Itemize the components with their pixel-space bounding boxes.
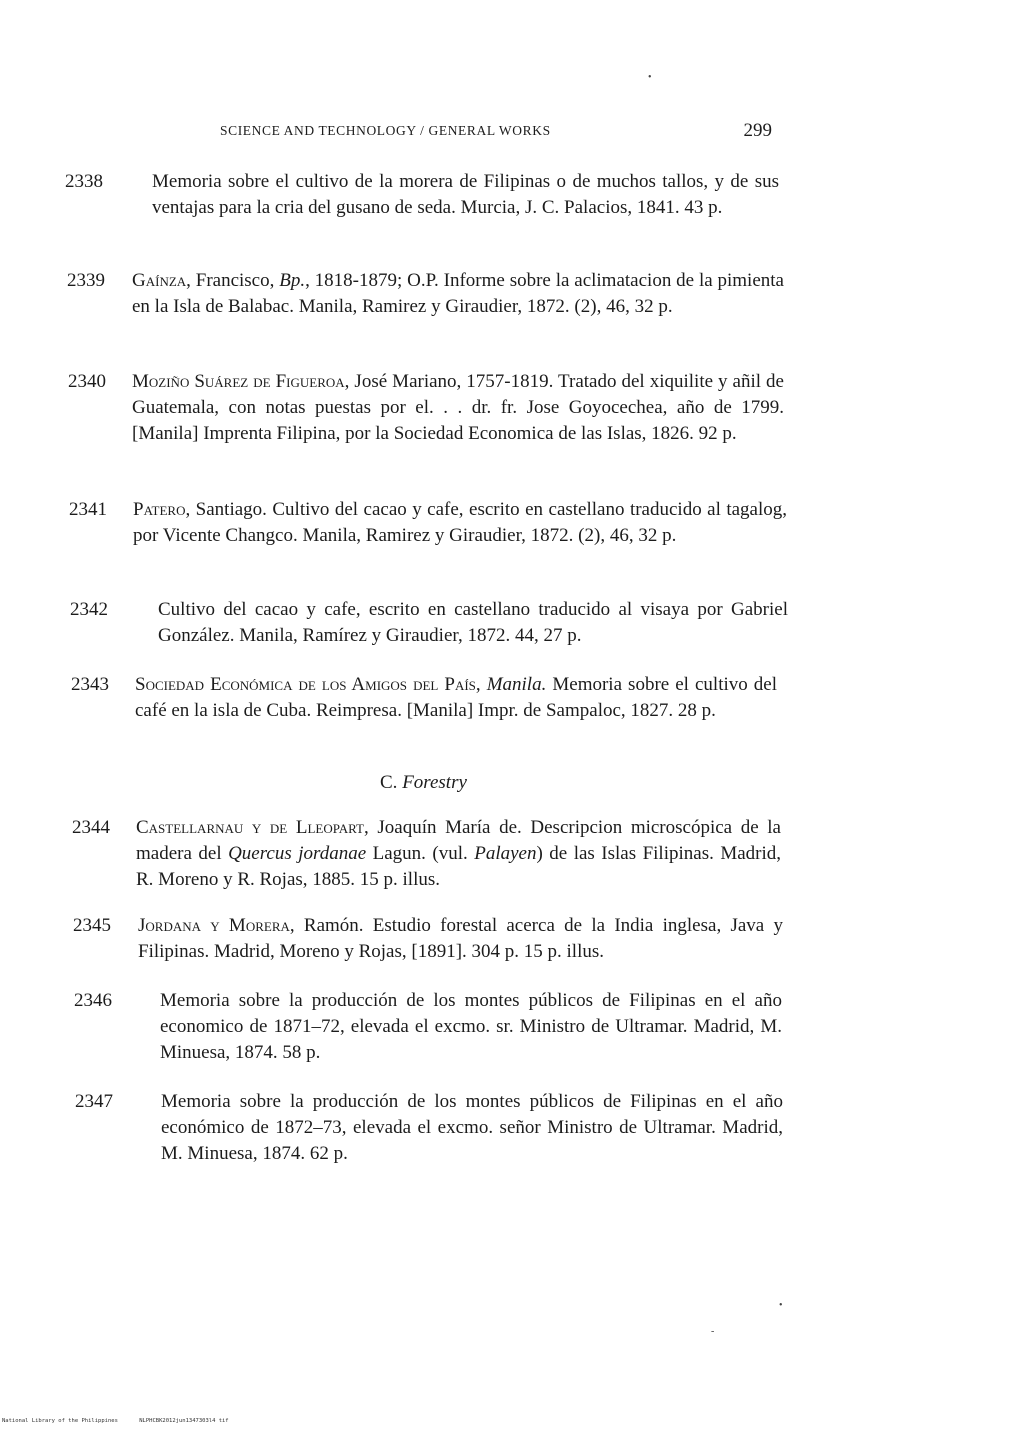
text-run: , [475, 674, 487, 695]
entry-text [136, 815, 781, 893]
entry-text [133, 497, 787, 549]
text-run: , Santiago. Cultivo del cacao y cafe, escrito en castellano traducido al tagalog, por Vicente Changco. Manila, Ramirez y Giraudier, 1872. (2), 46, 32 p. [133, 499, 787, 546]
text-run: ) de las Islas Filipinas. Madrid, R. Moreno y R. Rojas, 1885. 15 p. illus. [136, 843, 781, 890]
entry-number: 2342 [70, 599, 108, 620]
footer-identifier: NLPHCBK2012jun1347303l4 tif [139, 1418, 229, 1424]
text-run: , Ramón. Estudio forestal acerca de la India inglesa, Java y Filipinas. Madrid, Moreno y Rojas, [1891]. 304 p. 15 p. illus. [138, 915, 783, 962]
entry-text [132, 369, 784, 447]
italic-text: Bp. [279, 270, 306, 291]
section-title: Forestry [402, 772, 467, 793]
italic-text: Manila. [486, 674, 547, 695]
author-name: Patero [133, 499, 186, 520]
section-heading [380, 772, 490, 794]
author-name: Castellarnau y de Lleopart [136, 817, 364, 838]
text-run: Lagun. (vul. [366, 843, 475, 864]
entry-number: 2347 [75, 1091, 113, 1112]
text-run: , 1818-1879; O.P. Informe sobre la aclimatacion de la pimienta en la Isla de Balabac. Manila, Ramirez y Giraudier, 1872. (2), 46, 32 p. [132, 270, 784, 317]
author-name: Gaínza [132, 270, 187, 291]
entry-number: 2346 [74, 990, 112, 1011]
entry-text [132, 268, 784, 320]
author-name: Moziño Suárez de Figueroa [132, 371, 345, 392]
entry-number: 2345 [73, 915, 111, 936]
text-run: , Francisco, [186, 270, 280, 291]
entry-number: 2341 [69, 499, 107, 520]
author-name: Jordana y Morera [138, 915, 290, 936]
text-run: Memoria sobre la producción de los montes públicos de Filipinas en el año económico de 1872–73, elevada el excmo. señor Ministro de Ultramar. Madrid, M. Minuesa, 1874. 62 p. [161, 1091, 783, 1164]
entry-text [135, 672, 777, 724]
entry-text [152, 169, 779, 221]
italic-text: Quercus jordanae [228, 843, 367, 864]
text-run: Cultivo del cacao y cafe, escrito en castellano traducido al visaya por Gabriel González. Manila, Ramírez y Giraudier, 1872. 44, 27 p. [158, 599, 788, 646]
text-run: , Joaquín María de. Descripcion microscópica de la madera del [136, 817, 781, 864]
entry-text [160, 988, 782, 1066]
scan-speck: • [779, 1300, 783, 1311]
entry-number: 2339 [67, 270, 105, 291]
entry-text [158, 597, 788, 649]
scan-speck: • [648, 72, 652, 83]
footer-source: National Library of the Philippines [2, 1418, 118, 1424]
text-run: Memoria sobre el cultivo de la morera de Filipinas o de muchos tallos, y de sus ventajas para la cria del gusano de seda. Murcia, J. C. Palacios, 1841. 43 p. [152, 171, 779, 218]
entry-text [161, 1089, 783, 1167]
section-label: C. [380, 772, 398, 793]
author-name: Sociedad Económica de los Amigos del País [135, 674, 476, 695]
text-run: Memoria sobre la producción de los montes públicos de Filipinas en el año economico de 1871–72, elevada el excmo. sr. Ministro de Ultramar. Madrid, M. Minuesa, 1874. 58 p. [160, 990, 782, 1063]
entry-number: 2344 [72, 817, 110, 838]
entry-number: 2340 [68, 371, 106, 392]
entry-number: 2338 [65, 171, 103, 192]
scan-footer [2, 1418, 247, 1424]
running-header [220, 120, 772, 144]
italic-text: Palayen [474, 843, 537, 864]
text-run: , José Mariano, 1757-1819. Tratado del xiquilite y añil de Guatemala, con notas puestas por el. . . dr. fr. Jose Goyocechea, año de 1799. [Manila] Imprenta Filipina, por la Sociedad Economica de las Islas, 1826. 92 p. [132, 371, 784, 444]
scan-speck: - [711, 1326, 715, 1337]
text-run: Memoria sobre el cultivo del café en la isla de Cuba. Reimpresa. [Manila] Impr. de Sampaloc, 1827. 28 p. [135, 674, 778, 721]
entry-number: 2343 [71, 674, 109, 695]
entry-text [138, 913, 783, 965]
running-title: SCIENCE AND TECHNOLOGY / GENERAL WORKS [220, 123, 551, 138]
page-number: 299 [743, 120, 772, 141]
